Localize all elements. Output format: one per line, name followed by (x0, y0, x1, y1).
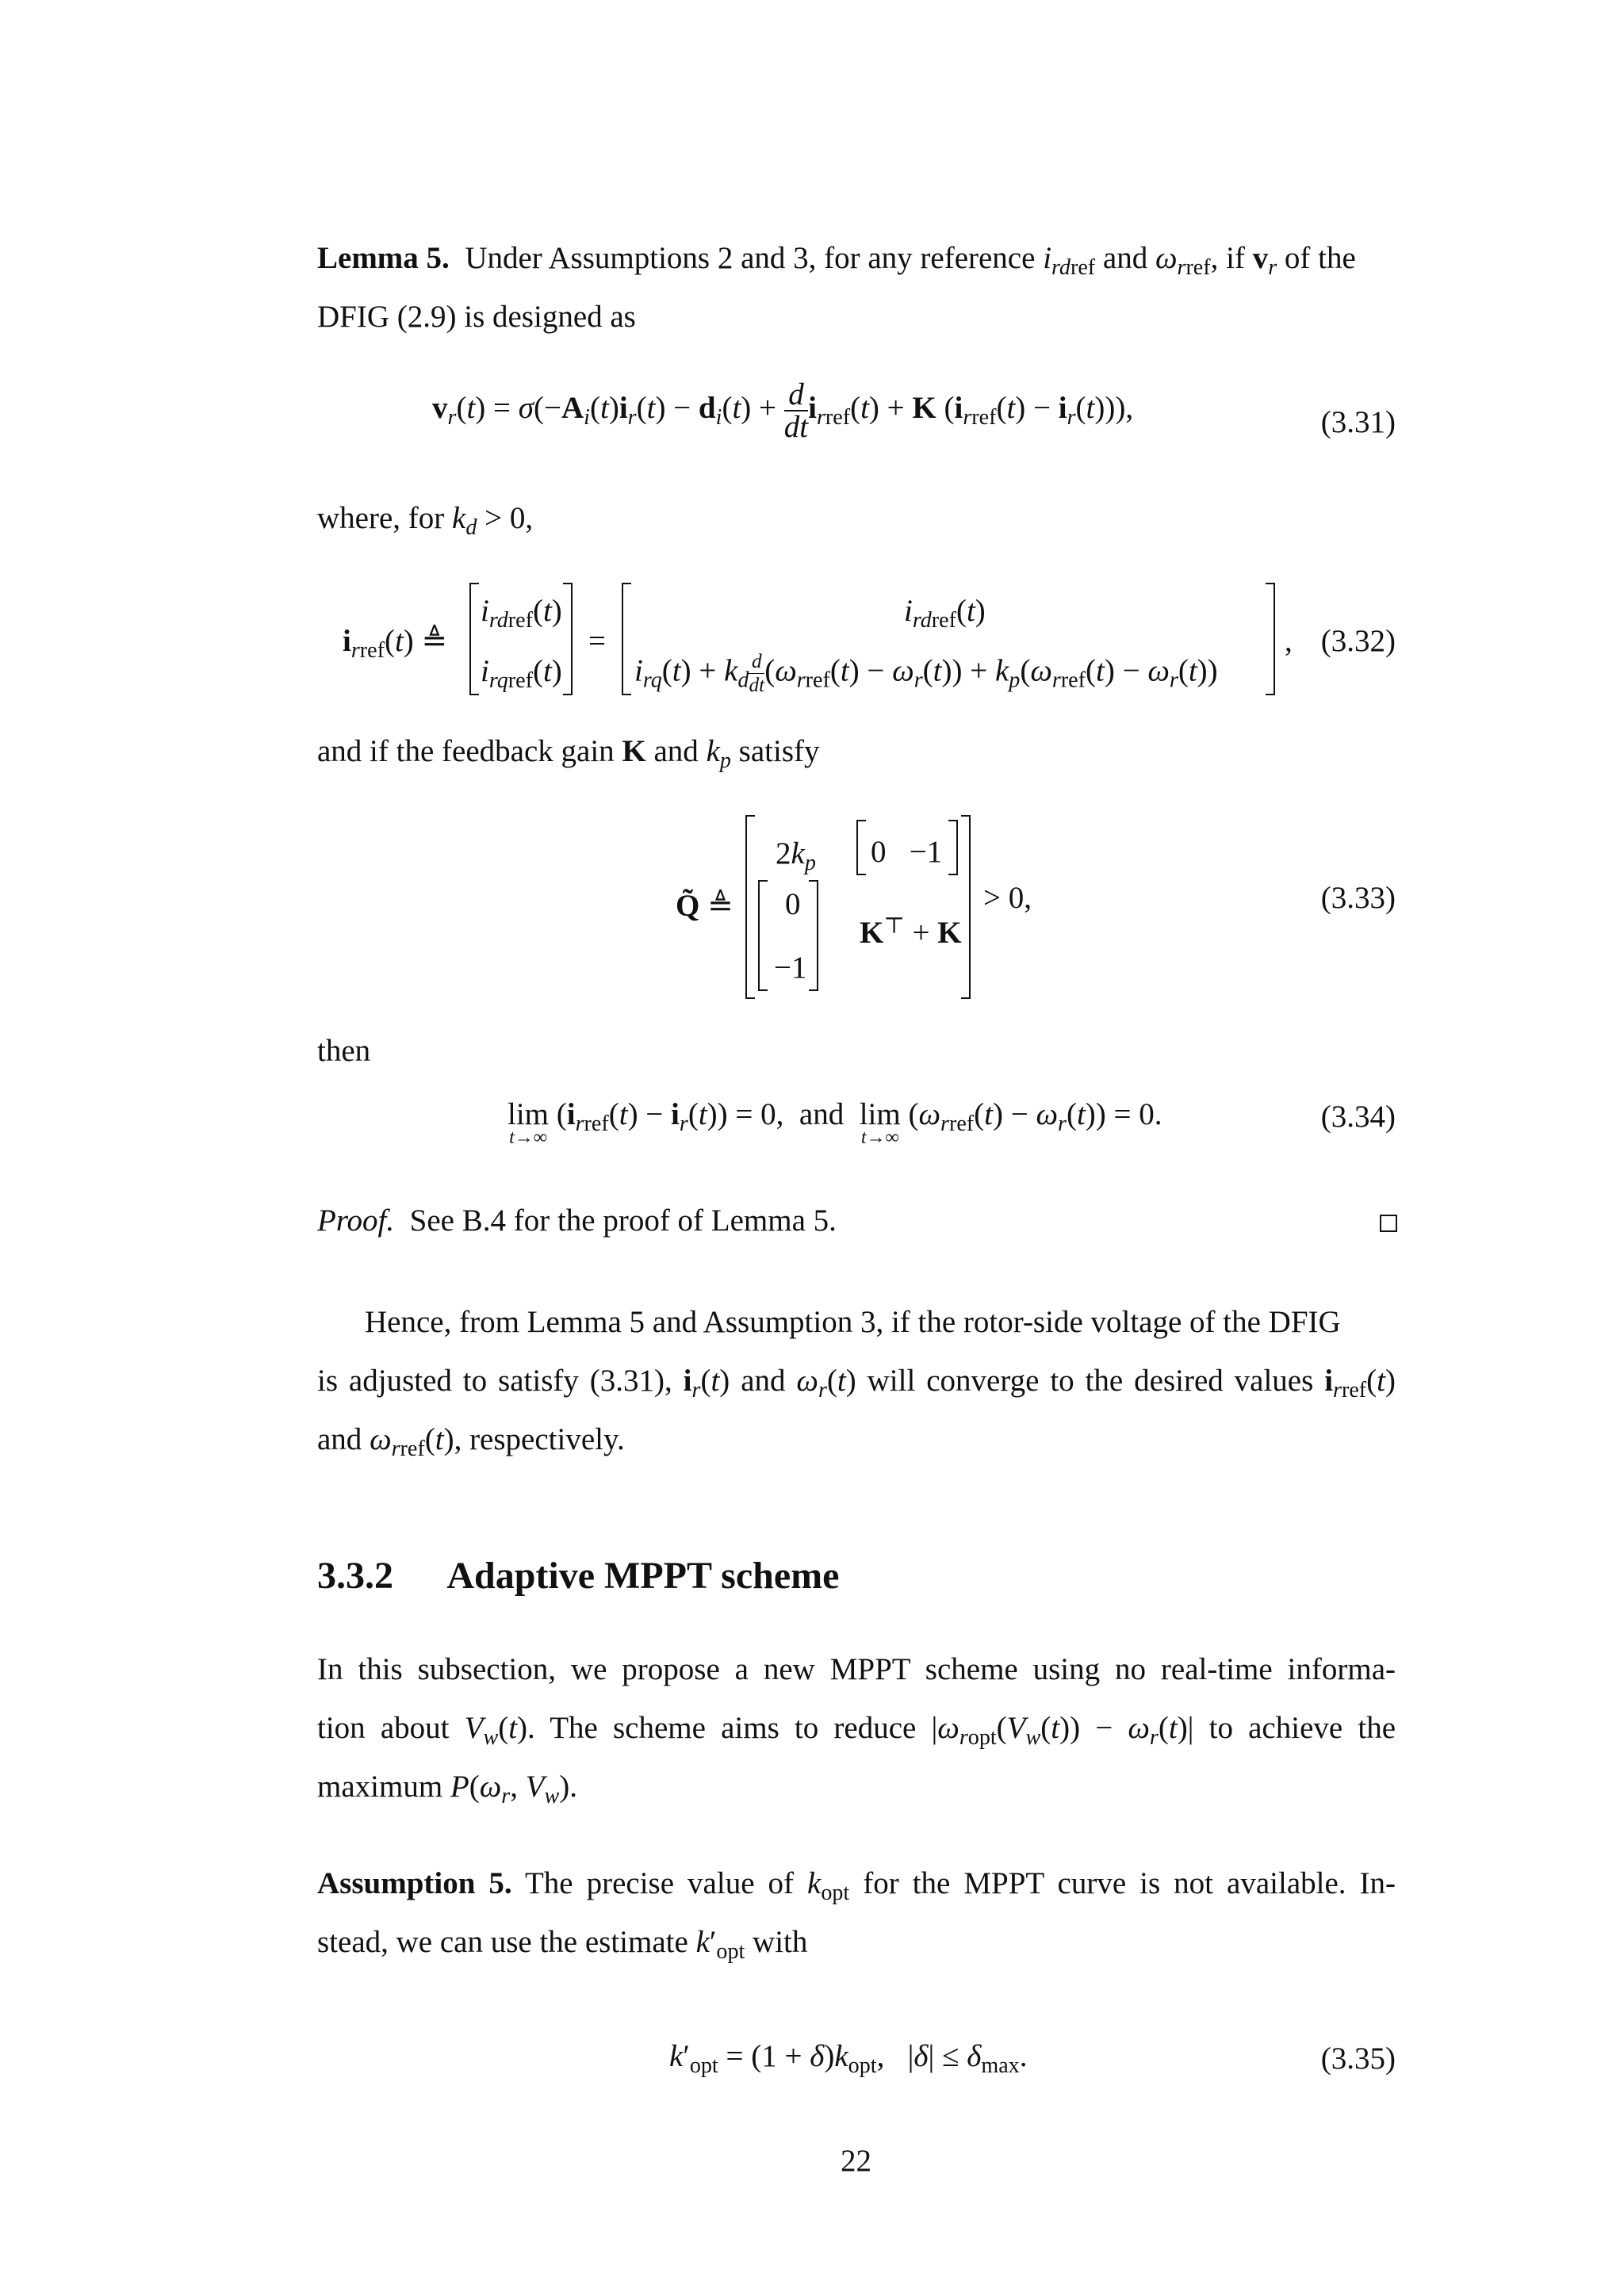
paragraph-1-line3: and $\omega_{rref}(t)$, respectively. (317, 1422, 625, 1461)
equation-3-34: lim t→∞ $(i_{rref}(t) - i_r(t)) = 0$, and lim t→∞ $(\omega_{rref}(t) - \omega_r(t)) = 0$. (508, 1097, 1162, 1148)
equation-number-3-33: (3.33) (1320, 881, 1396, 915)
lemma5-line1: Lemma 5. Under Assumptions 2 and 3, for any reference $i_{rdref}$ and $\omega_{rref}$, if $v_r$ of the (317, 241, 1356, 280)
equation-3-31: $v_r(t) = \sigma(-A_i(t)i_r(t) - d_i(t)$ + $\frac{d}{dt}$ $i_{rref}(t) + K$ $(i_{rref}(t) - i_r(t))$), (432, 377, 1134, 444)
then-line: then (317, 1034, 371, 1068)
paragraph-2-line2: tion about $V_w(t)$. The scheme aims to reduce $|\omega_{ropt}(V_w(t)) - \omega_r(t)|$ to achieve the (317, 1711, 1396, 1750)
paragraph-2-line1: In this subsection, we propose a new MPPT scheme using no real-time informa- (317, 1652, 1396, 1686)
feedback-line: and if the feedback gain K and $k_p$ satisfy (317, 734, 820, 773)
proof-line: Proof. See B.4 for the proof of Lemma 5. (317, 1203, 837, 1238)
equation-3-33-tail: > 0, (983, 881, 1032, 915)
section-heading (317, 1554, 839, 1598)
paragraph-2-line3: maximum $P(\omega_r$, $V_w$). (317, 1770, 578, 1808)
assumption5-line2: stead, we can use the estimate $k'_{opt}$ with (317, 1925, 808, 1964)
paragraph-1-line2: is adjusted to satisfy (3.31), $i_r(t)$ and $\omega_r(t)$ will converge to the desired values $i_{rref}(t)$ (317, 1364, 1396, 1402)
page-number: 22 (841, 2144, 871, 2178)
where-line: where, for $k_d > 0$, (317, 501, 534, 540)
section-number: 3.3.2 (317, 1555, 393, 1597)
qed-square-icon (1380, 1215, 1397, 1232)
proof-label: Proof. (317, 1203, 395, 1238)
assumption5-label: Assumption 5. (317, 1866, 512, 1900)
equation-3-35: $k'_{opt} = (1 + \delta)k_{opt}$, $|\delta| \le \delta_{max}$. (669, 2039, 1028, 2078)
lemma5-line2: DFIG (2.9) is designed as (317, 300, 636, 334)
equation-number-3-31: (3.31) (1320, 405, 1396, 439)
paragraph-1-line1: Hence, from Lemma 5 and Assumption 3, if the rotor-side voltage of the DFIG (365, 1305, 1341, 1339)
equation-number-3-32: (3.32) (1320, 624, 1396, 658)
equation-number-3-35: (3.35) (1320, 2042, 1396, 2076)
assumption5-line1: Assumption 5. The precise value of $k_{opt}$ for the MPPT curve is not available. In- (317, 1866, 1396, 1905)
equation-number-3-34: (3.34) (1320, 1100, 1396, 1134)
section-title: Adaptive MPPT scheme (446, 1555, 840, 1597)
lemma5-label: Lemma 5. (317, 241, 450, 275)
